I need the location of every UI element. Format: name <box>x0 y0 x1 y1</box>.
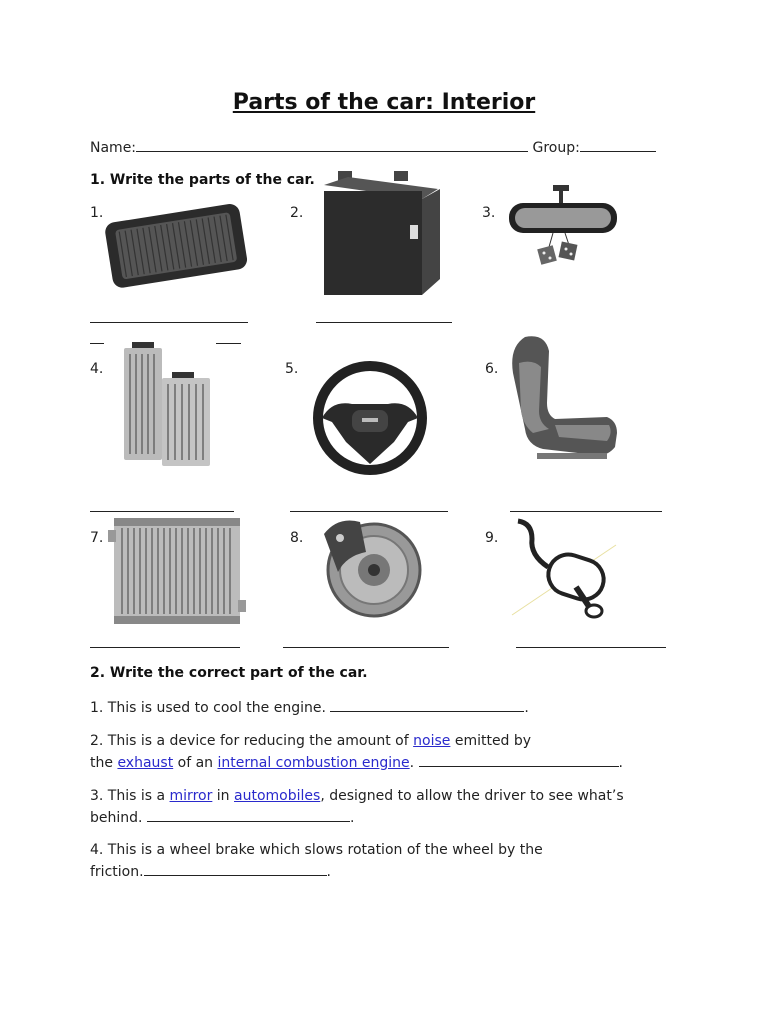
page-title: Parts of the car: Interior <box>232 90 536 115</box>
link-mirror[interactable]: mirror <box>169 788 213 804</box>
question-4-text-a: 4. This is a wheel brake which slows rotation of the wheel by the <box>90 842 543 858</box>
item-number-2: 2. <box>290 205 304 221</box>
air-filter-icon <box>100 195 250 295</box>
answer-line-6[interactable] <box>510 511 662 512</box>
answer-line-5[interactable] <box>290 511 448 512</box>
question-2-text-d: of an <box>173 755 218 771</box>
answer-line-2[interactable] <box>316 322 452 323</box>
item-number-8: 8. <box>290 530 304 546</box>
answer-line-1[interactable] <box>90 322 248 323</box>
question-3-text-b: in <box>212 788 235 804</box>
car-battery-icon <box>318 167 446 297</box>
question-1-blank[interactable] <box>330 697 524 712</box>
question-3: 3. This is a mirror in automobiles, designed to allow the driver to see what’s behind. . <box>90 788 624 826</box>
link-automobiles[interactable]: automobiles <box>234 788 321 804</box>
steering-wheel-icon <box>312 360 428 476</box>
link-noise[interactable]: noise <box>413 733 451 749</box>
question-4-text-b: friction. <box>90 864 144 880</box>
question-1: 1. This is used to cool the engine. . <box>90 697 690 719</box>
oil-filter-icon <box>118 340 218 470</box>
item-number-9: 9. <box>485 530 499 546</box>
group-label: Group: <box>532 140 580 156</box>
question-1-text: 1. This is used to cool the engine. <box>90 700 331 716</box>
question-3-text-a: 3. This is a <box>90 788 170 804</box>
answer-line-9[interactable] <box>516 647 666 648</box>
question-2-text-a: 2. This is a device for reducing the amount of <box>90 733 414 749</box>
item-number-1: 1. <box>90 205 104 221</box>
car-seat-icon <box>503 333 621 468</box>
name-blank[interactable] <box>136 137 528 152</box>
answer-line-1-continued[interactable] <box>90 343 104 344</box>
question-2-text-e: . <box>409 755 419 771</box>
link-exhaust[interactable]: exhaust <box>117 755 174 771</box>
item-number-7: 7. <box>90 530 104 546</box>
question-2-blank[interactable] <box>419 752 619 767</box>
question-2-text-b: emitted by <box>450 733 532 749</box>
item-number-6: 6. <box>485 361 499 377</box>
answer-line-7[interactable] <box>90 647 240 648</box>
question-3-text-d: behind. <box>90 810 147 826</box>
item-number-3: 3. <box>482 205 496 221</box>
answer-line-4[interactable] <box>90 511 234 512</box>
question-3-text-c: , designed to allow the driver to see what’s <box>320 788 624 804</box>
name-label: Name: <box>90 140 137 156</box>
item-number-4: 4. <box>90 361 104 377</box>
answer-line-8[interactable] <box>283 647 449 648</box>
section-1-heading: 1. Write the parts of the car. <box>90 172 315 188</box>
question-3-blank[interactable] <box>147 807 350 822</box>
rearview-mirror-icon <box>505 183 620 278</box>
group-blank[interactable] <box>580 137 656 152</box>
question-2: 2. This is a device for reducing the amount of noise emitted by the exhaust of an internal combustion engine. . <box>90 733 623 771</box>
answer-line-2-continued[interactable] <box>216 343 241 344</box>
link-internal-combustion-engine[interactable]: internal combustion engine <box>217 755 410 771</box>
item-number-5: 5. <box>285 361 299 377</box>
question-2-text-c: the <box>90 755 118 771</box>
muffler-icon <box>508 515 620 623</box>
name-group-row <box>90 137 656 156</box>
section-2-heading: 2. Write the correct part of the car. <box>90 665 368 681</box>
question-4: 4. This is a wheel brake which slows rotation of the wheel by the friction. . <box>90 842 543 880</box>
radiator-icon <box>108 512 246 628</box>
question-4-blank[interactable] <box>144 861 327 876</box>
disc-brake-icon <box>316 512 421 620</box>
